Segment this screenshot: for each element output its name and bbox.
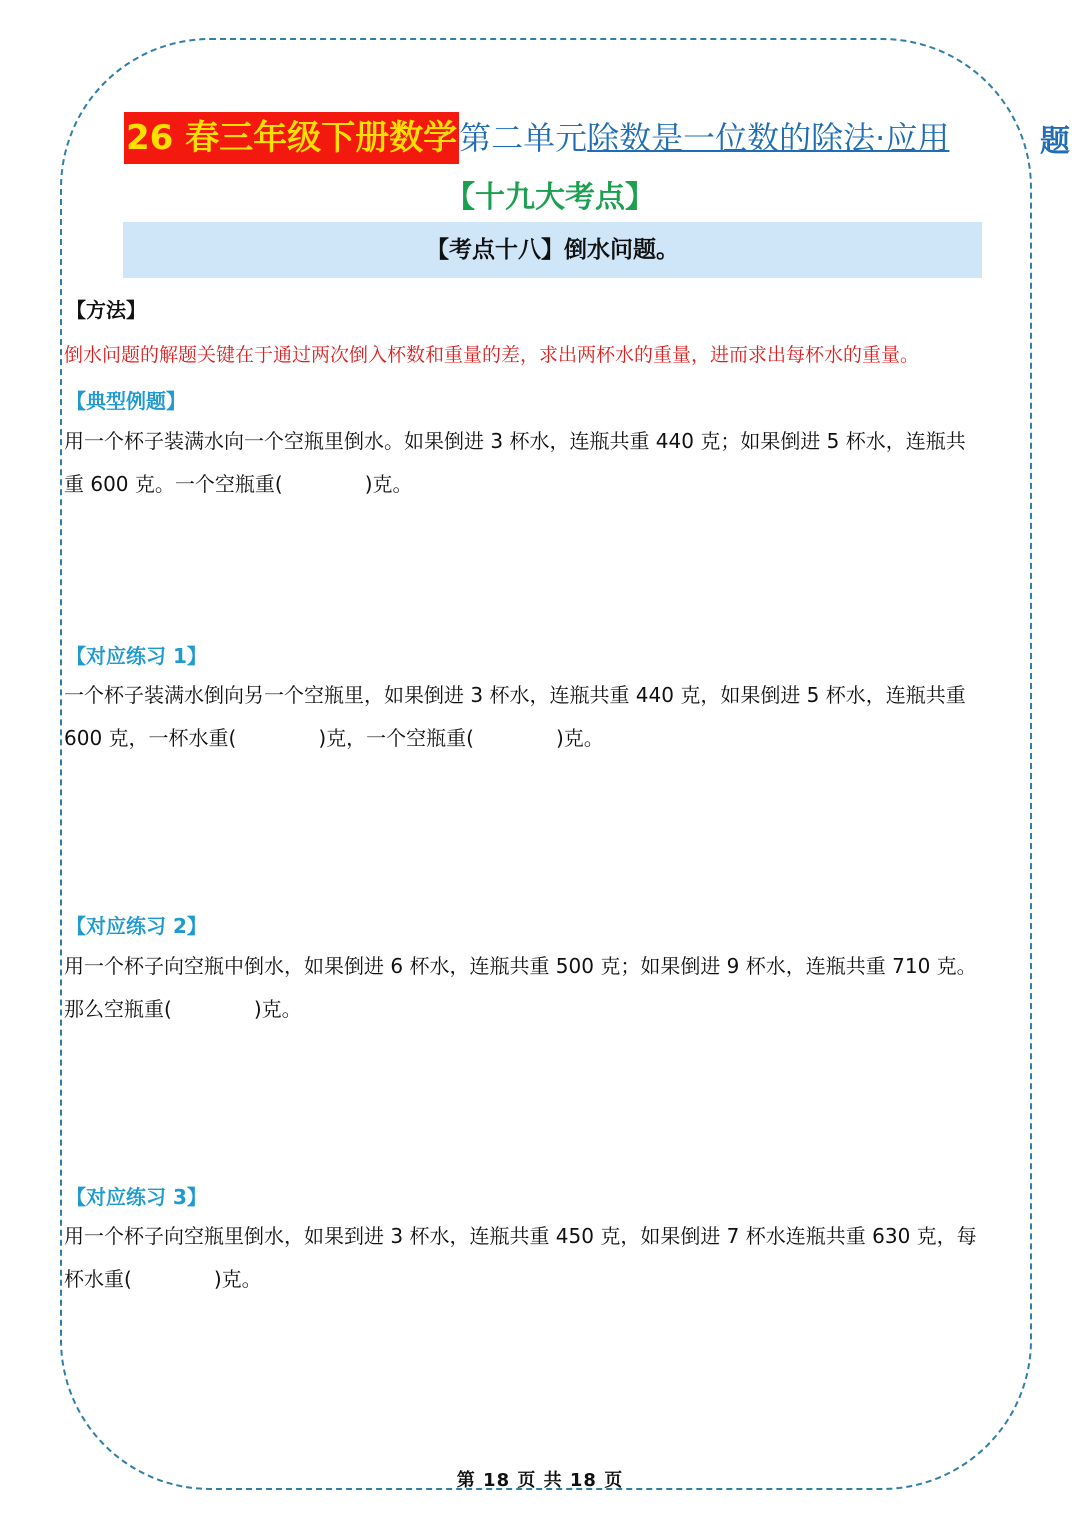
title-edge-char: 题: [1040, 124, 1070, 159]
example-label: 【典型例题】: [66, 389, 186, 413]
method-text: 倒水问题的解题关键在于通过两次倒入杯数和重量的差，求出两杯水的重量，进而求出每杯水的重量。: [64, 344, 920, 366]
title-unit-prefix: 第二单元: [459, 119, 588, 157]
practice2-label: 【对应练习 2】: [66, 914, 207, 938]
practice3-text-a: 杯水重(: [64, 1267, 132, 1291]
title-unit: [459, 112, 949, 164]
practice2-text-a: 那么空瓶重(: [64, 997, 172, 1021]
practice1-text-c: )克。: [555, 726, 604, 750]
practice2-text-b: )克。: [253, 997, 302, 1021]
practice3-label: 【对应练习 3】: [66, 1185, 207, 1209]
example-text-b: )克。: [364, 472, 413, 496]
practice3-text-b: )克。: [213, 1267, 262, 1291]
practice2-problem: [64, 945, 1032, 1031]
example-text-a: 重 600 克。一个空瓶重(: [64, 472, 283, 496]
section-banner: 【考点十八】倒水问题。: [123, 222, 982, 278]
practice1-line-2: [64, 717, 1032, 760]
practice2-line-1: 用一个杯子向空瓶中倒水，如果倒进 6 杯水，连瓶共重 500 克；如果倒进 9 杯水，连瓶共重 710 克。: [64, 954, 977, 978]
practice1-text-b: )克，一个空瓶重(: [318, 726, 474, 750]
practice1-problem: [64, 674, 1032, 760]
method-label: 【方法】: [66, 298, 146, 322]
title-topic-link[interactable]: 除数是一位数的除法·应用: [587, 119, 950, 157]
example-line-2: [64, 463, 1032, 506]
title-highlight: 26 春三年级下册数学: [124, 112, 459, 164]
practice2-line-2: [64, 988, 1032, 1031]
practice1-line-1: 一个杯子装满水倒向另一个空瓶里，如果倒进 3 杯水，连瓶共重 440 克，如果倒进 5 杯水，连瓶共重: [64, 683, 966, 707]
page-number: 第 18 页 共 18 页: [456, 1470, 624, 1491]
practice3-problem: [64, 1215, 1032, 1301]
practice1-text-a: 600 克，一杯水重(: [64, 726, 237, 750]
example-problem: [64, 420, 1032, 506]
subtitle: 【十九大考点】: [445, 180, 655, 215]
practice3-line-2: [64, 1258, 1032, 1301]
practice1-label: 【对应练习 1】: [66, 644, 207, 668]
example-line-1: 用一个杯子装满水向一个空瓶里倒水。如果倒进 3 杯水，连瓶共重 440 克；如果倒进 5 杯水，连瓶共: [64, 429, 966, 453]
practice3-line-1: 用一个杯子向空瓶里倒水，如果到进 3 杯水，连瓶共重 450 克，如果倒进 7 杯水连瓶共重 630 克，每: [64, 1224, 977, 1248]
page-title: [124, 112, 949, 164]
